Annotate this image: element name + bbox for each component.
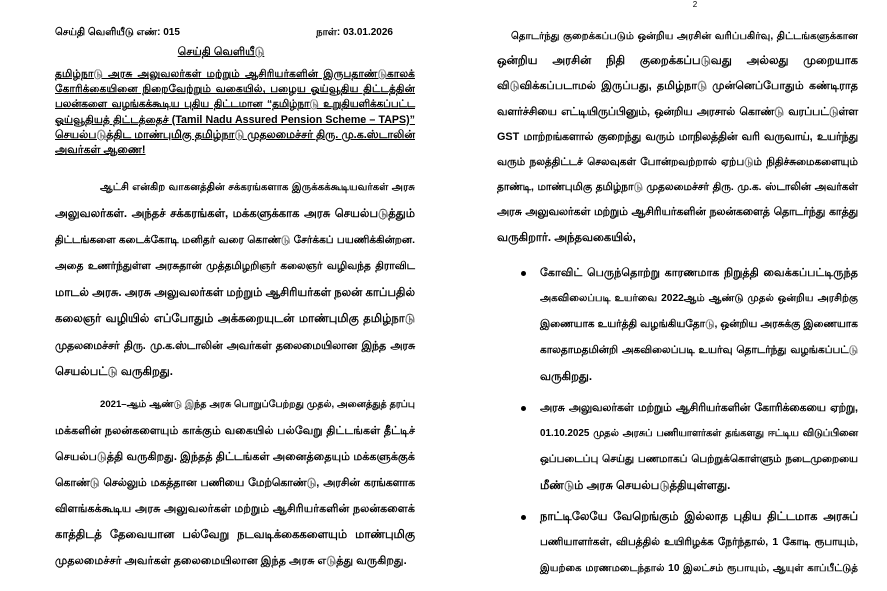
headline-line: அவர்கள் ஆணை! [55,144,146,157]
headline-line: பலன்களை வழங்கக்கூடிய புதிய திட்டமான “தமிழ்நாடு உறுதியளிக்கப்பட்ட [55,99,415,111]
bullet-text [540,504,858,582]
paragraph-line: கலைஞர் வழியில் எப்போதும் அக்கறையுடன் மாண்புமிகு தமிழ்நாடு [55,313,415,326]
release-number-value: 015 [163,27,180,38]
bullet-icon [521,406,526,411]
paragraph-line: காத்திடத் தேவையான பல்வேறு நடவடிக்கைகளையும் மாண்புமிகு [55,529,415,541]
paragraph-line: வளர்ச்சியை எட்டியிருப்பினும், ஒன்றிய அரசால் கொண்டு வரப்பட்டுள்ள [497,105,858,118]
paragraph-line: 2021–ஆம் ஆண்டு இந்த அரசு பொறுப்பேற்றது முதல், அனைத்துத் தரப்பு [100,399,415,410]
paragraph-line: திட்டங்களை கடைக்கோடி மனிதர் வரை கொண்டு சேர்க்கப் பயணிக்கின்றன. [55,234,415,246]
paragraph-line: ஒன்றிய அரசின் நிதி குறைக்கப்படுவது அல்லது முறையாக [497,55,858,68]
headline-line: தமிழ்நாடு அரசு அலுவலர்கள் மற்றும் ஆசிரியர்களின் இருபதாண்டுகாலக் [55,68,415,80]
bullet-line: அரசு அலுவலர்கள் மற்றும் ஆசிரியர்களின் கோரிக்கையை ஏற்று, [540,402,858,414]
release-date [316,26,393,40]
bullet-text [540,395,858,499]
bullet-line: வருகிறது. [540,371,593,383]
paragraph-line: முதலமைச்சர் அவர்கள் தலைமையிலான இந்த அரசு எடுத்து வருகிறது. [55,555,407,567]
page-1 [0,0,443,591]
bullet-line: பணியாளர்கள், விபத்தில் உயிரிழக்க நேர்ந்தால், 1 கோடி ரூபாயும், [540,537,858,548]
bullet-text [540,260,858,390]
release-date-value: 03.01.2026 [342,27,393,38]
bullet-icon [521,271,526,276]
paragraph-line: GST மாற்றங்களால் குறைந்து வரும் மாநிலத்தின் வரி வருவாய், உயர்ந்து [497,130,858,143]
page-number: 2 [692,0,698,9]
bullet-line: இயற்கை மரணமடைந்தால் 10 இலட்சம் ரூபாயும், ஆயுள் காப்பீட்டுத் [540,563,858,574]
bullet-item [497,504,858,582]
bullet-line: 01.10.2025 முதல் அரசுப் பணியாளர்கள் தங்களது ஈட்டிய விடுப்பினை [540,428,858,439]
bullet-line: காலதாமதமின்றி அகவிலைப்படி உயர்வு தொடர்ந்து வழங்கப்பட்டு [540,345,858,356]
release-title [55,45,387,59]
paragraph-line: தாண்டி, மாண்புமிகு தமிழ்நாடு முதலமைச்சர் திரு. மு.க. ஸ்டாலின் அவர்கள் [497,182,858,194]
paragraph-line: அரசு அலுவலர்கள் மற்றும் ஆசிரியர்களின் நலன்களைத் தொடர்ந்து காத்து [497,206,858,219]
intro-paragraph [497,24,858,251]
bullet-line: நாட்டிலேயே வேறெங்கும் இல்லாத புதிய திட்டமாக அரசுப் [540,511,858,523]
headline-line: கோரிக்கையினை நிறைவேற்றும் வகையில், பழைய ஓய்வூதிய திட்டத்தின் [55,83,415,96]
release-header [55,26,393,40]
bullet-list [497,260,858,587]
paragraph-line: அலுவலர்கள். அந்தச் சக்கரங்கள், மக்களுக்காக அரசு செயல்படுத்தும் [55,208,415,221]
bullet-line: இணையாக உயர்த்தி வழங்கியதோடு, ஒன்றிய அரசுக்கு இணையாக [540,319,858,330]
headline-line: செயல்படுத்திட மாண்புமிகு தமிழ்நாடு முதலமைச்சர் திரு. மு.க.ஸ்டாலின் [55,128,415,141]
paragraph-line: வருகிறார். அந்தவகையில், [497,231,636,244]
headline-line: ஓய்வூதியத் திட்டத்தைச் (Tamil Nadu Assured Pension Scheme – TAPS)” [55,113,415,126]
paragraph-line: கொண்டு செல்லும் மகத்தான பணியை மேற்கொண்டு, அரசின் கரங்களாக [55,477,415,489]
paragraph-line: மக்களின் நலன்களையும் காக்கும் வகையில் பல்வேறு திட்டங்கள் தீட்டிச் [55,425,415,437]
body-paragraph-1 [55,175,415,385]
release-number [55,26,180,40]
bullet-line: கோவிட் பெருந்தொற்று காரணமாக நிறுத்தி வைக்கப்பட்டிருந்த [540,267,858,279]
paragraph-line: விடுவிக்கப்படாமல் இருப்பது, தமிழ்நாடு முன்னெப்போதும் கண்டிராத [497,80,858,93]
headline [55,67,415,158]
paragraph-line: வரும் நலத்திட்டச் செலவுகள் போன்றவற்றால் ஏற்படும் நிதிச்சுமைகளையும் [497,157,858,169]
release-title-text: செய்தி வெளியீடு [177,46,265,58]
paragraph-line: மாடல் அரசு. அரசு அலுவலர்கள் மற்றும் ஆசிரியர்கள் நலன் காப்பதில் [55,287,415,300]
paragraph-line: ஆட்சி என்கிற வாகனத்தின் சக்கரங்களாக இருக்கக்கூடியவர்கள் அரசு [100,182,415,193]
paragraph-line: செயல்படுத்தி வருகிறது. இந்தத் திட்டங்கள் அனைத்தையும் மக்களுக்குக் [55,451,415,463]
bullet-item [497,395,858,499]
page-2 [443,0,887,591]
paragraph-line: விளங்கக்கூடிய அரசு அலுவலர்கள் மற்றும் ஆசிரியர்களின் நலன்களைக் [55,503,415,515]
bullet-line: அகவிலைப்படி உயர்வை 2022ஆம் ஆண்டு முதல் ஒன்றிய அரசிற்கு [540,293,858,304]
bullet-icon [521,515,526,520]
bullet-item [497,260,858,390]
paragraph-line: செயல்பட்டு வருகிறது. [55,366,173,379]
paragraph-line: தொடர்ந்து குறைக்கப்படும் ஒன்றிய அரசின் வரிப்பகிர்வு, திட்டங்களுக்கான [511,31,858,42]
paragraph-line: முதலமைச்சர் திரு. மு.க.ஸ்டாலின் அவர்கள் தலைமையிலான இந்த அரசு [55,339,415,352]
bullet-line: மீண்டும் அரசு செயல்படுத்தியுள்ளது. [540,480,731,492]
release-date-label: நாள்: [316,27,341,38]
release-number-label: செய்தி வெளியீடு எண்: [55,27,161,38]
body-paragraph-2 [55,392,415,574]
bullet-line: ஒப்படைப்பு செய்து பணமாகப் பெற்றுக்கொள்ளும் நடைமுறையை [540,454,858,465]
paragraph-line: அதை உணர்ந்துள்ள அரசுதான் முத்தமிழறிஞர் கலைஞர் வழிவந்த திராவிட [55,260,415,272]
